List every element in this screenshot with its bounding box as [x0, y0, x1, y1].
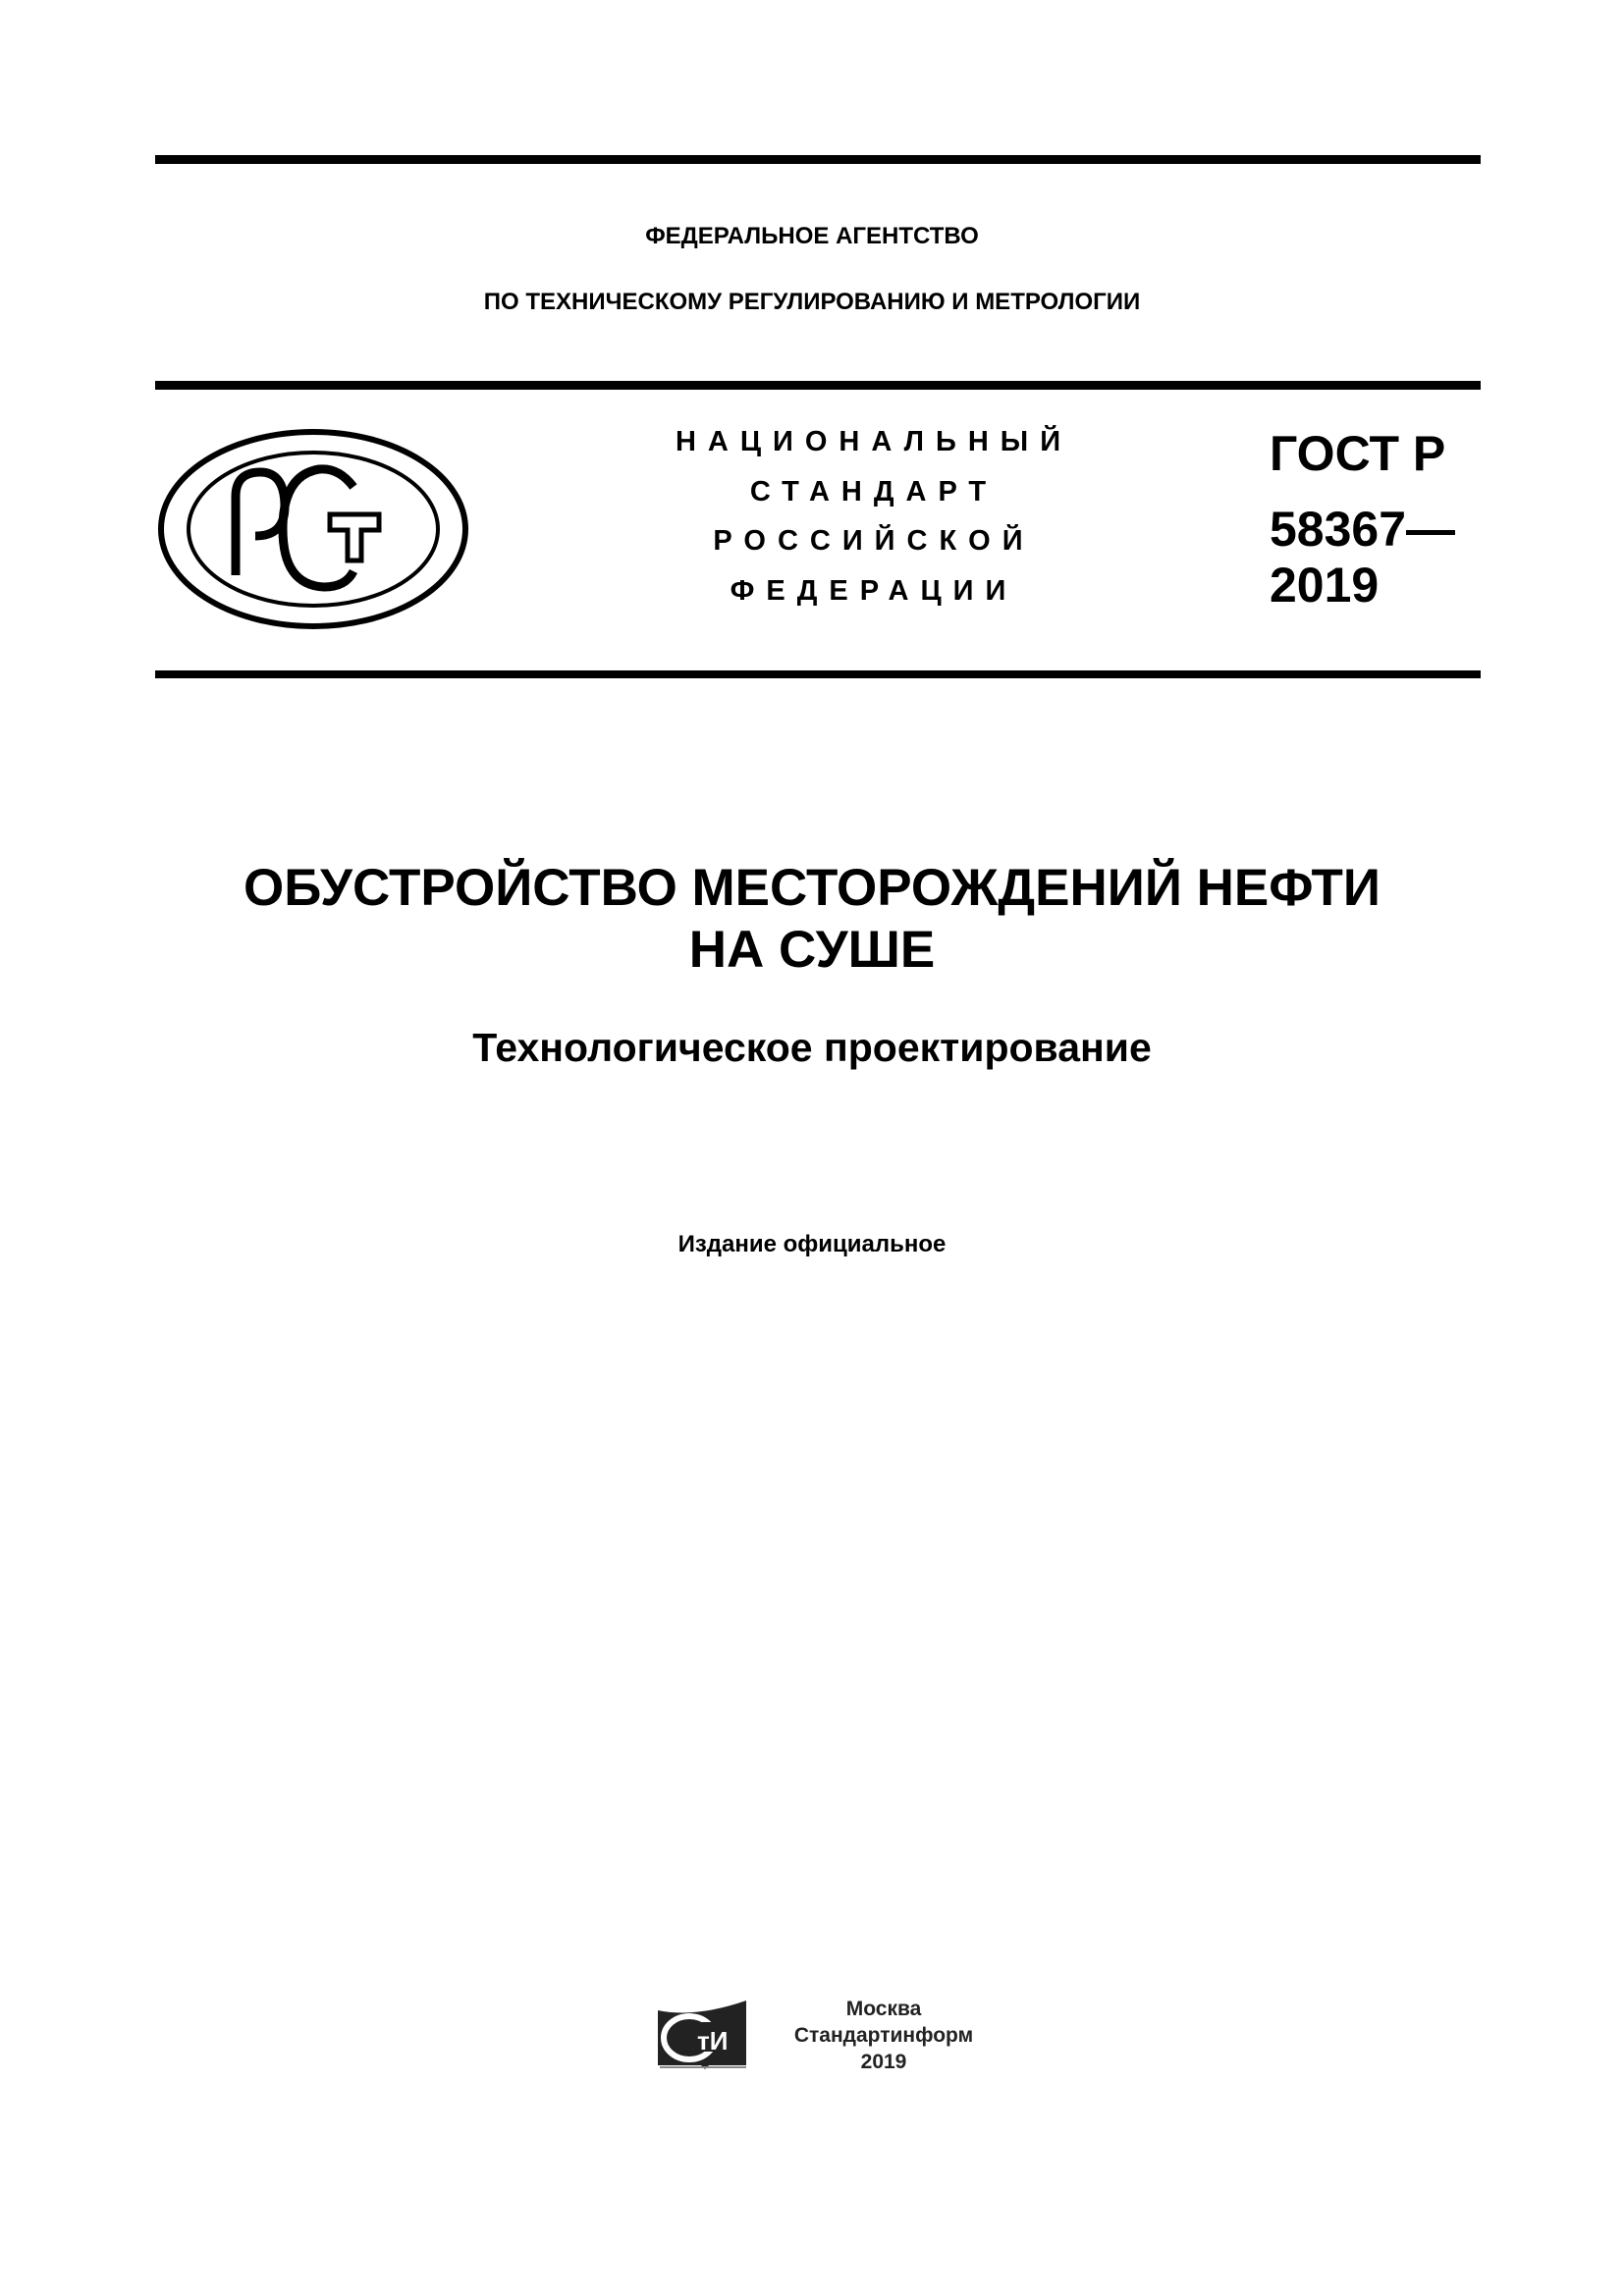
header-rule: [155, 381, 1481, 390]
standartinform-logo-icon: [656, 1999, 752, 2071]
standard-type-line-2: СТАНДАРТ: [749, 476, 999, 507]
title-line-1: ОБУСТРОЙСТВО МЕСТОРОЖДЕНИЙ НЕФТИ: [244, 859, 1380, 917]
subtitle: Технологическое проектирование: [472, 1025, 1152, 1070]
agency-line-1: ФЕДЕРАЛЬНОЕ АГЕНТСТВО: [645, 223, 979, 249]
standard-type-line-4: ФЕДЕРАЦИИ: [730, 575, 1018, 607]
agency-line-2: ПО ТЕХНИЧЕСКОМУ РЕГУЛИРОВАНИЮ И МЕТРОЛОГИИ: [483, 289, 1141, 315]
header-bottom-rule: [155, 670, 1481, 678]
svg-text:тИ: тИ: [697, 2026, 729, 2056]
publisher-name: Стандартинформ: [793, 2024, 974, 2047]
edition-label: Издание официальное: [677, 1231, 947, 1257]
title-line-2: НА СУШЕ: [688, 921, 936, 979]
top-rule: [155, 155, 1481, 164]
standard-type-line-3: РОССИЙСКОЙ: [713, 525, 1035, 557]
standard-type-line-1: НАЦИОНАЛЬНЫЙ: [675, 426, 1073, 457]
designation-line-1: ГОСТ Р: [1270, 426, 1446, 481]
publisher-year: 2019: [860, 2051, 907, 2073]
designation-line-3: 2019: [1270, 558, 1380, 613]
publisher-city: Москва: [845, 1998, 922, 2020]
rst-logo-icon: [157, 428, 469, 630]
designation-line-2: 58367—: [1270, 502, 1456, 557]
